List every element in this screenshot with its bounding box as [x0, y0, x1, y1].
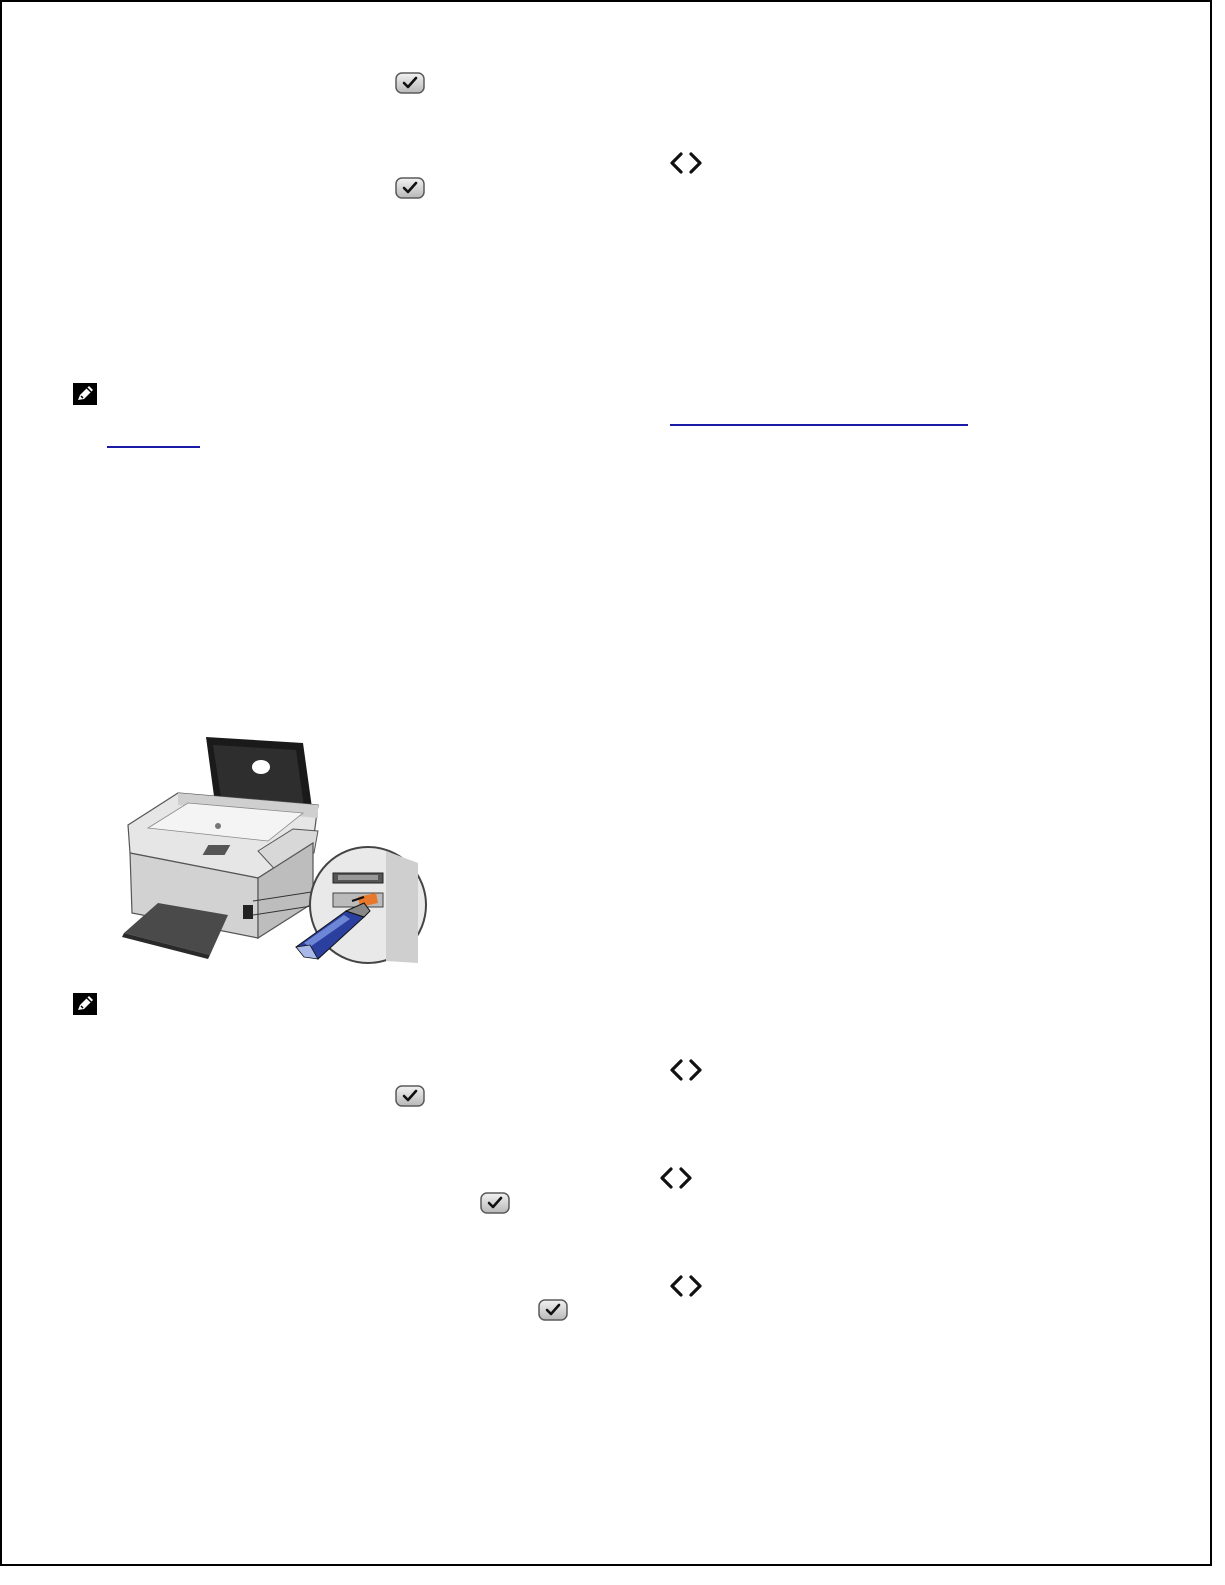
checkmark-button-icon	[395, 1085, 425, 1107]
cross-reference-link-continued[interactable]	[107, 446, 200, 448]
checkmark-button-icon	[395, 177, 425, 199]
printer-usb-illustration	[118, 733, 430, 978]
left-right-arrow-icon	[665, 1273, 707, 1299]
left-right-arrow-icon	[655, 1165, 697, 1191]
checkmark-button-icon	[480, 1192, 510, 1214]
pencil-note-icon	[73, 993, 97, 1015]
pencil-note-icon	[73, 383, 97, 405]
left-right-arrow-icon	[665, 1057, 707, 1083]
cross-reference-link[interactable]	[670, 424, 968, 426]
checkmark-button-icon	[538, 1299, 568, 1321]
left-right-arrow-icon	[665, 150, 707, 176]
checkmark-button-icon	[395, 72, 425, 94]
